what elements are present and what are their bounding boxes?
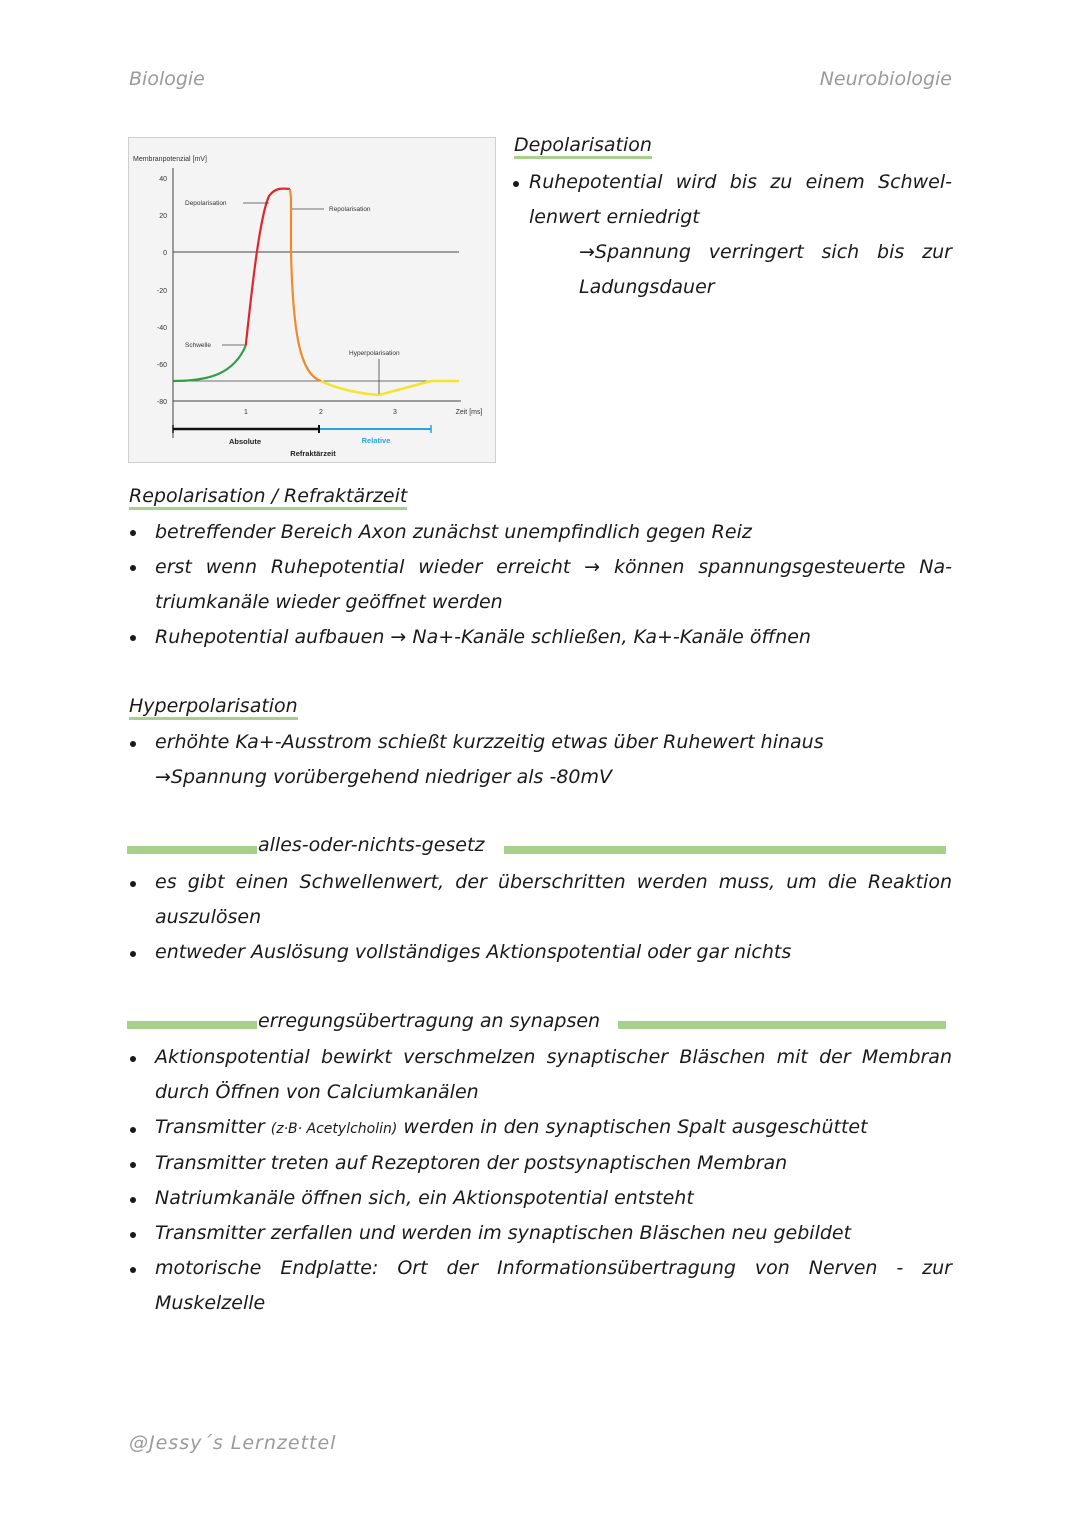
header-topic: Neurobiologie: [819, 68, 952, 90]
bullet: [130, 565, 136, 571]
header-subject: Biologie: [129, 68, 205, 90]
y-tick: -60: [156, 362, 167, 369]
synapsen-item-text: werden in den synaptischen Spalt ausgeschüttet: [397, 1116, 868, 1138]
synapsen-item: Muskelzelle: [155, 1292, 266, 1314]
synapsen-item: Transmitter zerfallen und werden im synaptischen Bläschen neu gebildet: [155, 1222, 852, 1244]
bullet: [130, 635, 136, 641]
depolarisation-arrow-text: Ladungsdauer: [579, 276, 715, 298]
action-potential-chart: [128, 137, 496, 463]
y-tick: -40: [156, 325, 167, 332]
repolarisation-item: betreffender Bereich Axon zunächst unempfindlich gegen Reiz: [155, 521, 752, 543]
bullet: [130, 1056, 136, 1062]
bullet: [130, 1127, 136, 1133]
bullet: [513, 181, 519, 187]
x-tick: 3: [393, 409, 397, 416]
bullet: [130, 1267, 136, 1273]
synapsen-item: motorische Endplatte: Ort der Informationsübertragung von Nerven - zur: [155, 1257, 952, 1279]
absolute-label: Absolute: [228, 437, 262, 446]
bullet: [130, 741, 136, 747]
y-tick: 40: [159, 176, 167, 183]
x-axis-label: Zeit [ms]: [455, 409, 483, 416]
relative-label: Relative: [361, 436, 391, 445]
y-tick: -20: [156, 288, 167, 295]
banner-bar-right: [618, 1021, 946, 1029]
y-tick: -80: [156, 399, 167, 406]
alles-oder-nichts-item: entweder Auslösung vollständiges Aktionspotential oder gar nichts: [155, 941, 792, 963]
annotation-repolarisation: Repolarisation: [329, 206, 371, 213]
synapsen-item: Transmitter treten auf Rezeptoren der postsynaptischen Membran: [155, 1152, 788, 1174]
refractory-caption: Refraktärzeit: [290, 449, 336, 458]
annotation-depolarisation: Depolarisation: [185, 200, 227, 207]
alles-oder-nichts-item: es gibt einen Schwellenwert, der überschritten werden muss, um die Reaktion: [155, 871, 952, 893]
repolarisation-item: Ruhepotential aufbauen → Na+-Kanäle schließen, Ka+-Kanäle öffnen: [155, 626, 811, 648]
banner-bar-left: [127, 1021, 257, 1029]
x-tick: 1: [244, 409, 248, 416]
bullet: [130, 1232, 136, 1238]
section-title-repolarisation: Repolarisation / Refraktärzeit: [129, 485, 407, 510]
synapsen-item: durch Öffnen von Calciumkanälen: [155, 1081, 479, 1103]
synapsen-item: Natriumkanäle öffnen sich, ein Aktionspotential entsteht: [155, 1187, 694, 1209]
footer-credit: @Jessy´s Lernzettel: [129, 1432, 337, 1454]
chart-svg: [129, 138, 497, 464]
synapsen-item: [155, 1115, 952, 1141]
banner-bar-left: [127, 846, 257, 854]
banner-bar-right: [504, 846, 946, 854]
y-axis-label: Membranpotenzial [mV]: [133, 156, 207, 163]
resting-threshold-curve: [173, 345, 246, 381]
y-tick: 20: [159, 213, 167, 220]
synapsen-item: Aktionspotential bewirkt verschmelzen synaptischer Bläschen mit der Membran: [155, 1046, 952, 1068]
bullet: [130, 951, 136, 957]
section-title-hyperpolarisation: Hyperpolarisation: [129, 695, 298, 720]
depolarisation-curve: [246, 189, 290, 345]
repolarisation-curve: [290, 189, 321, 381]
x-tick: 2: [319, 409, 323, 416]
annotation-schwelle: Schwelle: [185, 342, 212, 349]
alles-oder-nichts-item: auszulösen: [155, 906, 262, 928]
y-tick: 0: [163, 250, 167, 257]
hyperpolarisation-item: erhöhte Ka+-Ausstrom schießt kurzzeitig etwas über Ruhewert hinaus: [155, 731, 824, 753]
repolarisation-item: erst wenn Ruhepotential wieder erreicht → können spannungsgesteuerte Na-: [155, 556, 952, 578]
annotation-hyperpolarisation: Hyperpolarisation: [349, 350, 400, 357]
banner-title-alles-oder-nichts: alles-oder-nichts-gesetz: [258, 834, 485, 856]
banner-title-synapsen: erregungsübertragung an synapsen: [258, 1010, 601, 1032]
repolarisation-item: triumkanäle wieder geöffnet werden: [155, 591, 503, 613]
synapsen-item-example: (z·B· Acetylcholin): [270, 1121, 398, 1137]
depolarisation-text: Ruhepotential wird bis zu einem Schwel-: [529, 171, 952, 193]
synapsen-item-text: Transmitter: [155, 1116, 271, 1138]
bullet: [130, 530, 136, 536]
hyperpolarisation-item: →Spannung vorübergehend niedriger als -80mV: [155, 766, 613, 788]
depolarisation-text: lenwert erniedrigt: [529, 206, 700, 228]
bullet: [130, 881, 136, 887]
depolarisation-arrow-text: →Spannung verringert sich bis zur: [579, 241, 952, 263]
hyperpolarisation-curve: [321, 381, 459, 395]
section-title-depolarisation: Depolarisation: [514, 134, 652, 159]
bullet: [130, 1197, 136, 1203]
bullet: [130, 1162, 136, 1168]
